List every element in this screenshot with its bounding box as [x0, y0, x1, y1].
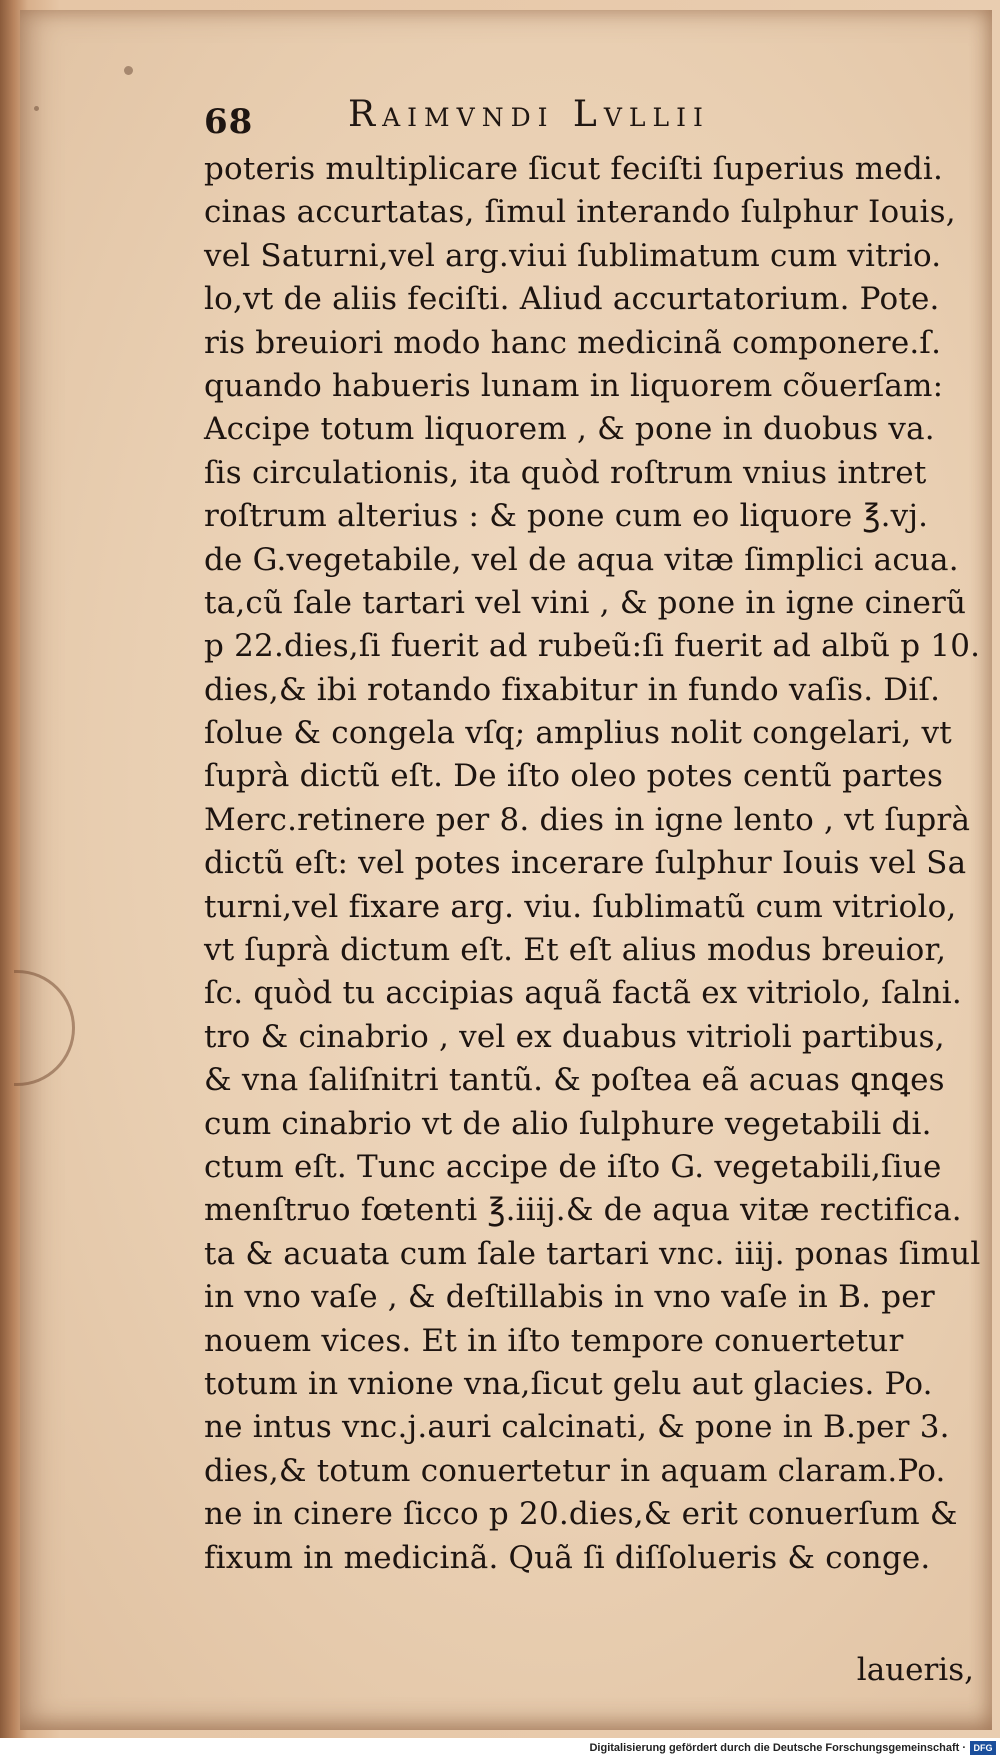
text-line: ris breuiori modo hanc medicinã componere.ſ.: [204, 324, 942, 361]
text-line: ſis circulationis, ita quòd roſtrum vnius intret: [204, 454, 927, 491]
text-line: dictũ eſt: vel potes incerare ſulphur Iouis vel Sa: [204, 845, 967, 882]
text-line: vt ſuprà dictum eſt. Et eſt alius modus breuior,: [204, 932, 947, 969]
text-line: ta,cũ ſale tartari vel vini , & pone in igne cinerũ: [204, 584, 967, 621]
text-line: roſtrum alterius : & pone cum eo liquore ℥.vj.: [204, 498, 929, 535]
text-line: lo,vt de aliis feciſti. Aliud accurtatorium. Pote.: [204, 281, 940, 318]
text-line: cum cinabrio vt de alio ſulphure vegetabili di.: [204, 1105, 932, 1142]
text-line: ctum eſt. Tunc accipe de iſto G. vegetabili,ſiue: [204, 1148, 942, 1185]
text-line: turni,vel fixare arg. viu. ſublimatũ cum vitriolo,: [204, 888, 957, 925]
text-line: fixum in medicinã. Quã ſi diſſolueris & conge.: [204, 1539, 931, 1576]
funding-credit: Digitalisierung gefördert durch die Deutsche Forschungsgemeinschaft ·: [589, 1742, 966, 1754]
text-line: vel Saturni,vel arg.viui ſublimatum cum vitrio.: [204, 237, 942, 274]
text-line: Merc.retinere per 8. dies in igne lento , vt ſuprà: [204, 801, 971, 838]
text-line: ne intus vnc.j.auri calcinati, & pone in B.per 3.: [204, 1409, 950, 1446]
foxing-spot: [34, 106, 39, 111]
text-line: ta & acuata cum ſale tartari vnc. iiij. ponas ſimul: [204, 1235, 981, 1272]
page-number: 68: [204, 102, 254, 142]
text-line: totum in vnione vna,ſicut gelu aut glacies. Po.: [204, 1365, 933, 1402]
text-line: ſolue & congela vſq; amplius nolit congelari, vt: [204, 715, 952, 752]
text-line: cinas accurtatas, ſimul interando ſulphur Iouis,: [204, 194, 956, 231]
text-line: ſuprà dictũ eſt. De iſto oleo potes centũ partes: [204, 758, 944, 795]
text-line: nouem vices. Et in iſto tempore conuertetur: [204, 1322, 904, 1359]
text-line: tro & cinabrio , vel ex duabus vitrioli partibus,: [204, 1018, 945, 1055]
text-line: & vna ſaliſnitri tantũ. & poſtea eã acuas ꝗnꝗes: [204, 1062, 945, 1099]
text-line: ſc. quòd tu accipias aquã factã ex vitriolo, ſalni.: [204, 975, 962, 1012]
text-line: quando habueris lunam in liquorem cõuerſam:: [204, 367, 944, 404]
text-line: ne in cinere ſicco p 20.dies,& erit conuerſum &: [204, 1496, 958, 1533]
text-line: poteris multiplicare ſicut feciſti ſuperius medi.: [204, 151, 944, 187]
text-line: de G.vegetabile, vel de aqua vitæ ſimplici acua.: [204, 541, 959, 578]
text-line: dies,& totum conuertetur in aquam claram.Po.: [204, 1452, 946, 1489]
clasp-impression: [14, 970, 75, 1086]
foxing-spot: [124, 66, 133, 75]
text-line: p 22.dies,ſi fuerit ad rubeũ:ſi fuerit ad albũ p 10.: [204, 628, 981, 665]
catchword: laueris,: [856, 1652, 974, 1688]
text-line: in vno vaſe , & deſtillabis in vno vaſe in B. per: [204, 1279, 935, 1316]
text-line: menſtruo fœtenti ℥.iiij.& de aqua vitæ rectifica.: [204, 1192, 962, 1229]
catchword-row: [204, 1652, 974, 1688]
body-text: [204, 148, 981, 1580]
running-head: Raimvndi Lvllii: [348, 94, 710, 135]
page-header: [204, 94, 824, 150]
text-line: dies,& ibi rotando fixabitur in fundo vaſis. Diſ.: [204, 671, 941, 708]
text-line: Accipe totum liquorem , & pone in duobus va.: [204, 411, 935, 448]
footer-bar: [0, 1738, 1000, 1760]
dfg-logo: DFG: [970, 1741, 996, 1755]
